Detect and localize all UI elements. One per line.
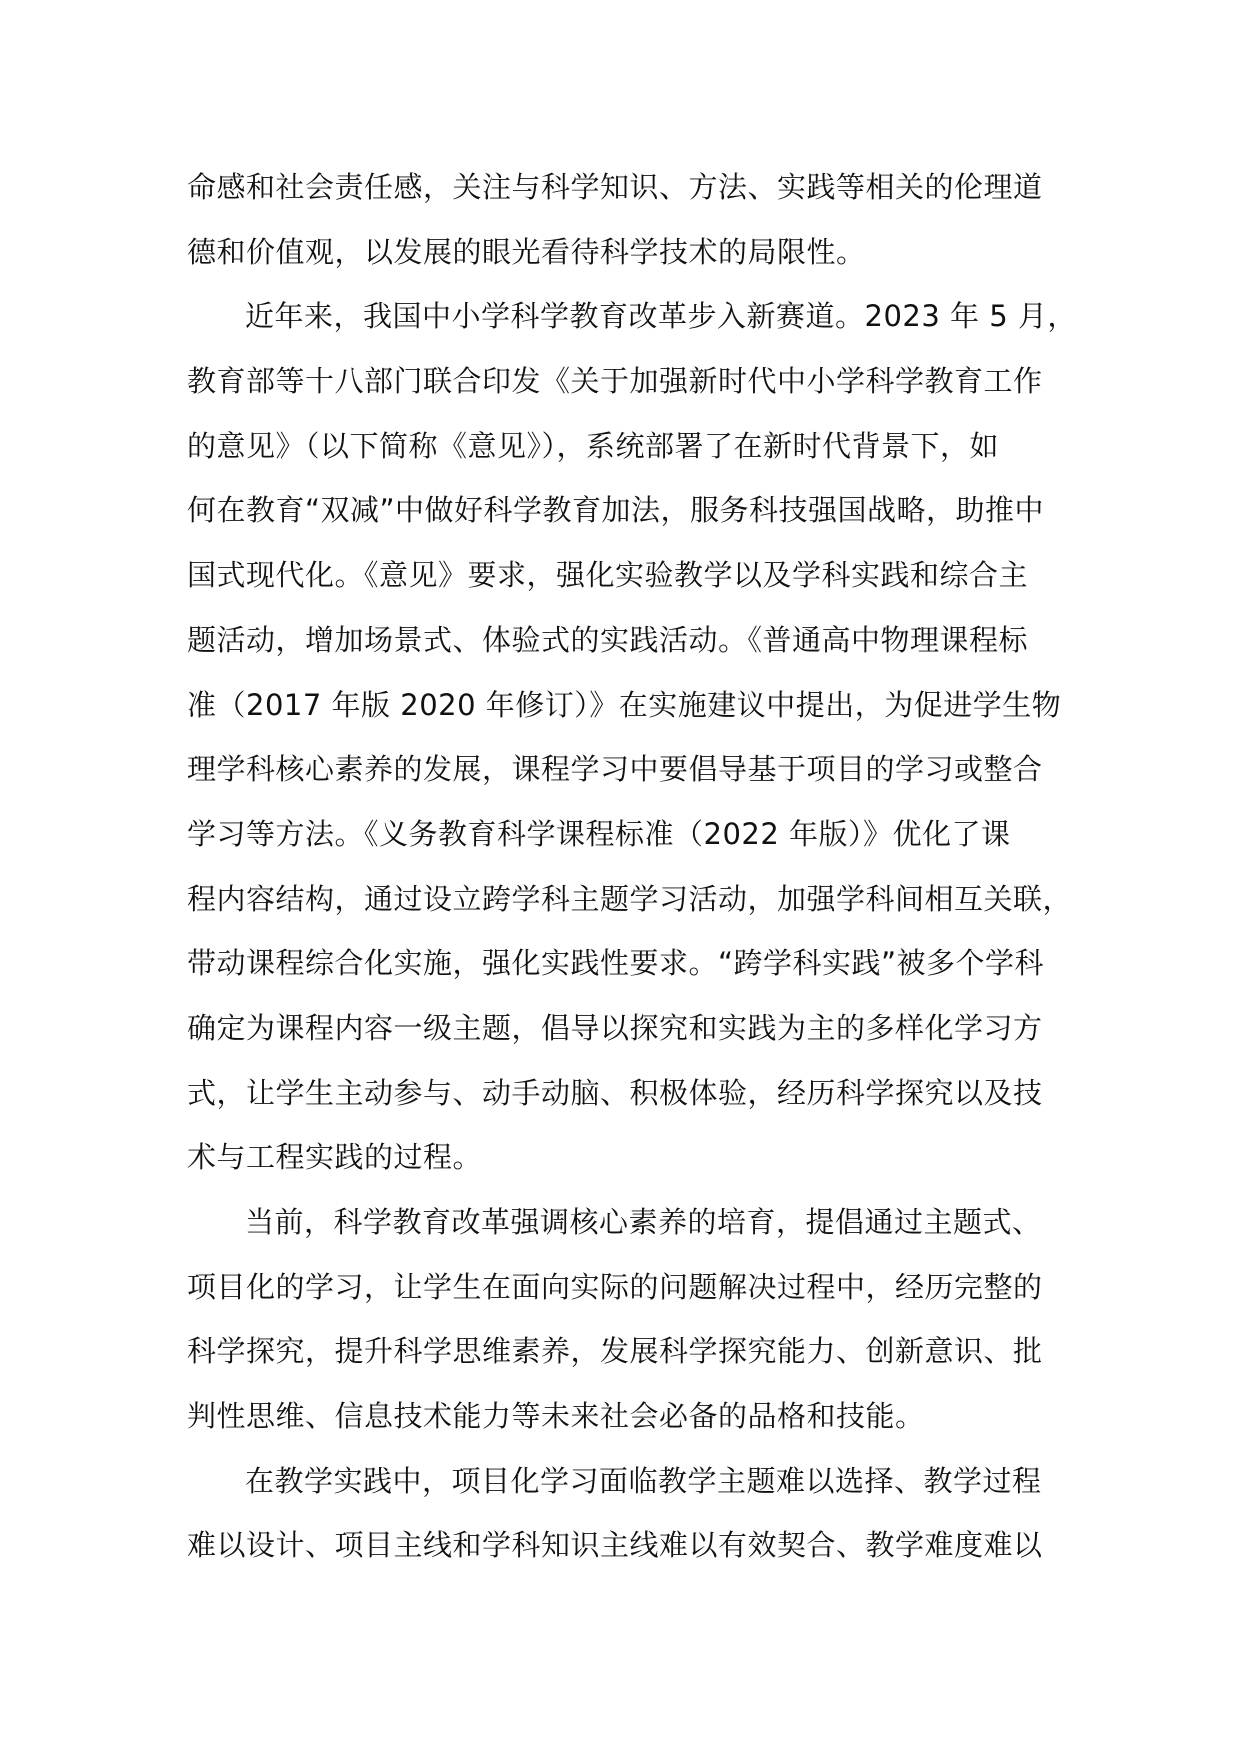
text-line: 理学科核心素养的发展，课程学习中要倡导基于项目的学习或整合 bbox=[187, 752, 1043, 787]
text-line: 题活动，增加场景式、体验式的实践活动。《普通高中物理课程标 bbox=[187, 622, 1029, 657]
text-line: 式，让学生主动参与、动手动脑、积极体验，经历科学探究以及技 bbox=[187, 1075, 1043, 1110]
text-line: 何在教育“双减”中做好科学教育加法，服务科技强国战略，助推中 bbox=[187, 493, 1045, 528]
text-line: 术与工程实践的过程。 bbox=[187, 1140, 483, 1175]
text-line: 准（2017 年版 2020 年修订）》在实施建议中提出，为促进学生物 bbox=[187, 687, 1062, 722]
text-line: 命感和社会责任感，关注与科学知识、方法、实践等相关的伦理道 bbox=[187, 170, 1043, 204]
paragraph-start-line: 当前，科学教育改革强调核心素养的培育，提倡通过主题式、 bbox=[245, 1205, 1042, 1239]
text-line: 难以设计、项目主线和学科知识主线难以有效契合、教学难度难以 bbox=[187, 1528, 1043, 1563]
text-line: 学习等方法。《义务教育科学课程标准（2022 年版）》优化了课 bbox=[187, 816, 1011, 851]
text-line: 程内容结构，通过设立跨学科主题学习活动，加强学科间相互关联， bbox=[187, 881, 1073, 916]
text-line: 项目化的学习，让学生在面向实际的问题解决过程中，经历完整的 bbox=[187, 1269, 1043, 1304]
text-line: 确定为课程内容一级主题，倡导以探究和实践为主的多样化学习方 bbox=[187, 1010, 1043, 1045]
paragraph-start-line: 在教学实践中，项目化学习面临教学主题难以选择、教学过程 bbox=[245, 1463, 1042, 1498]
text-line: 判性思维、信息技术能力等未来社会必备的品格和技能。 bbox=[187, 1399, 925, 1434]
text-line: 科学探究，提升科学思维素养，发展科学探究能力、创新意识、批 bbox=[187, 1334, 1043, 1369]
text-line: 的意见》（以下简称《意见》），系统部署了在新时代背景下，如 bbox=[187, 428, 1000, 463]
text-line: 带动课程综合化实施，强化实践性要求。“跨学科实践”被多个学科 bbox=[187, 946, 1045, 981]
text-line: 国式现代化。《意见》要求，强化实验教学以及学科实践和综合主 bbox=[187, 558, 1029, 593]
text-line: 德和价值观，以发展的眼光看待科学技术的局限性。 bbox=[187, 234, 866, 269]
paragraph-start-line: 近年来，我国中小学科学教育改革步入新赛道。2023 年 5 月， bbox=[245, 299, 1077, 334]
body-text bbox=[187, 155, 1077, 1578]
text-line: 教育部等十八部门联合印发《关于加强新时代中小学科学教育工作 bbox=[187, 364, 1043, 399]
